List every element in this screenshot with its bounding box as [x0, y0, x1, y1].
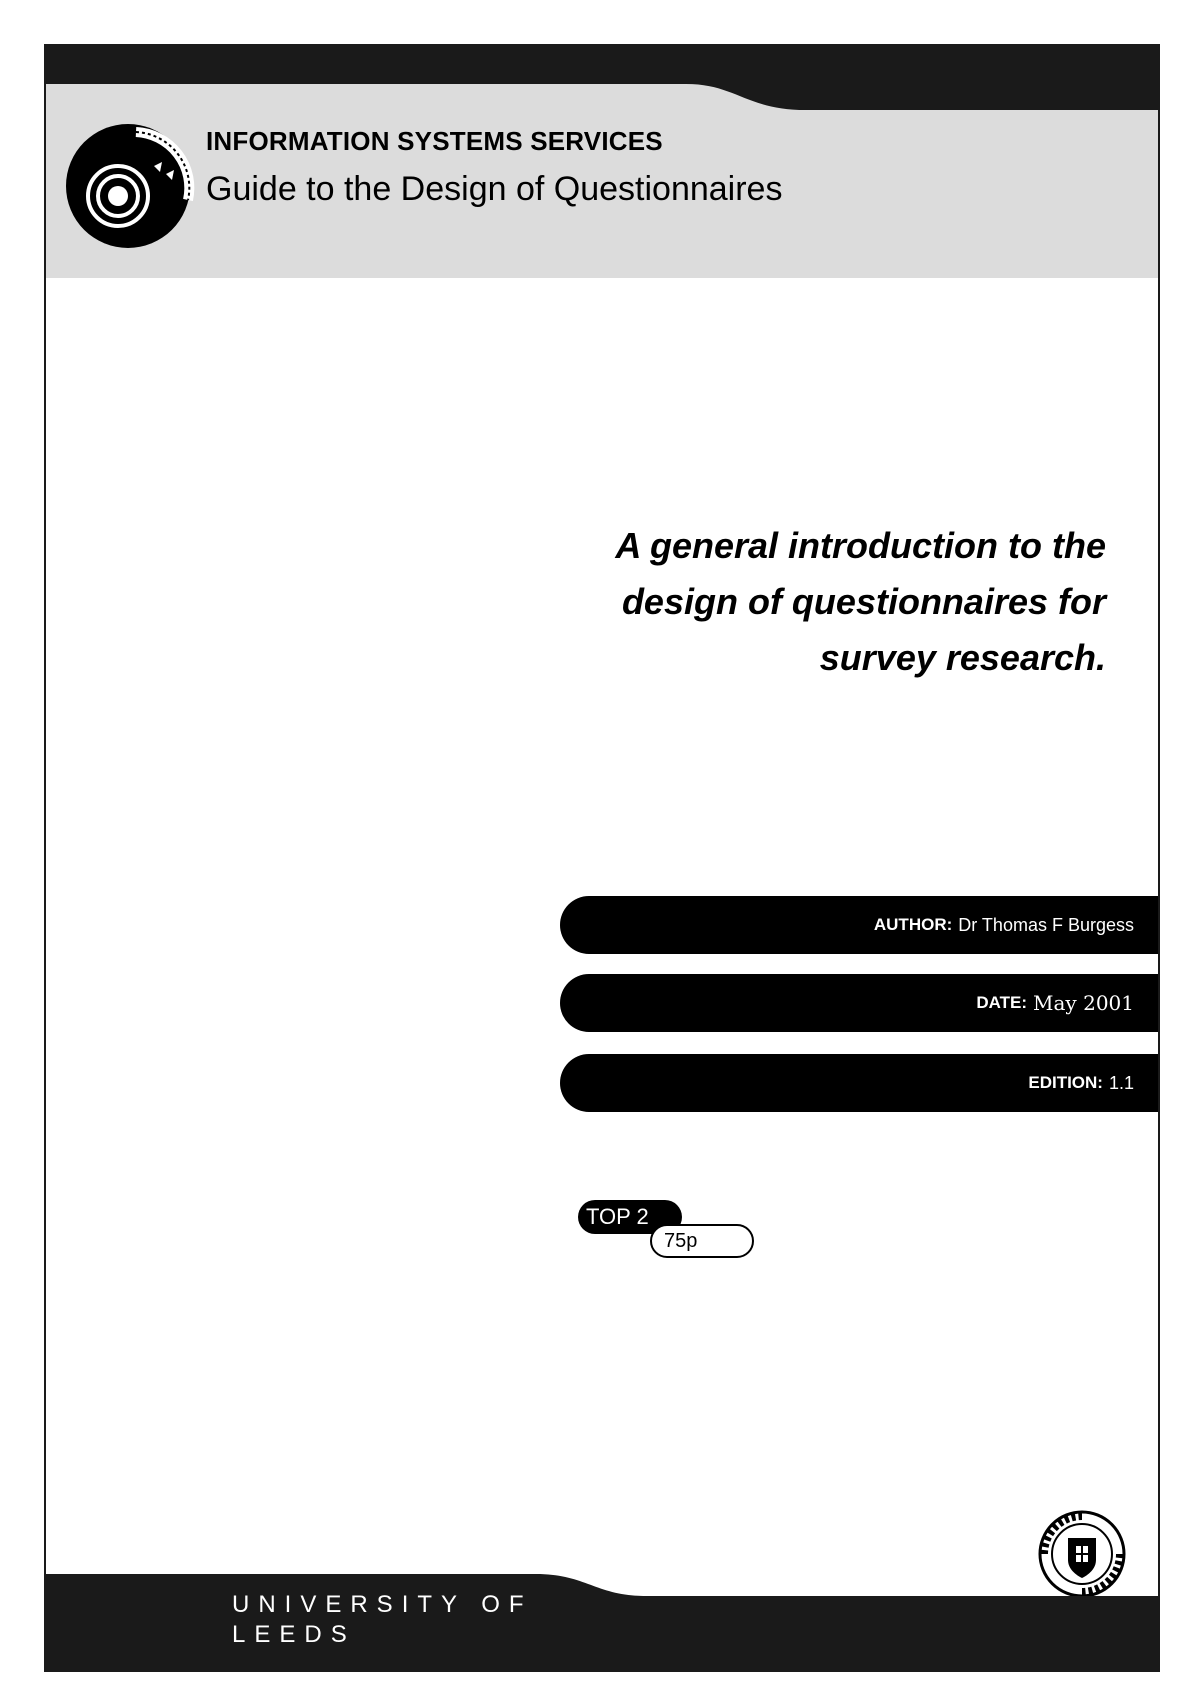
information-systems-services-emblem-icon — [66, 116, 206, 256]
edition-bar — [560, 1054, 1160, 1112]
date-label: DATE: — [976, 993, 1028, 1012]
author-value: Dr Thomas F Burgess — [958, 914, 1134, 935]
footer-band — [46, 1574, 1160, 1672]
intro-statement — [486, 518, 1106, 686]
header-title: INFORMATION SYSTEMS SERVICES — [206, 126, 663, 156]
date-value: May 2001 — [1033, 991, 1134, 1015]
edition-value: 1.1 — [1108, 1072, 1134, 1093]
edition-label: EDITION: — [1028, 1073, 1103, 1092]
university-name — [232, 1590, 533, 1650]
document-page — [44, 44, 1160, 1672]
intro-line: design of questionnaires for — [621, 581, 1106, 622]
intro-line: survey research. — [819, 637, 1106, 678]
university-name-line: UNIVERSITY OF — [232, 1591, 533, 1618]
university-name-line: LEEDS — [232, 1621, 356, 1648]
document-title: Guide to the Design of Questionnaires — [206, 170, 783, 208]
document-code-badge: TOP 2 — [578, 1200, 682, 1234]
author-bar — [560, 896, 1160, 954]
price-badge: 75p — [650, 1224, 754, 1258]
date-bar — [560, 974, 1160, 1032]
intro-line: A general introduction to the — [615, 525, 1106, 566]
author-label: AUTHOR: — [873, 915, 953, 934]
